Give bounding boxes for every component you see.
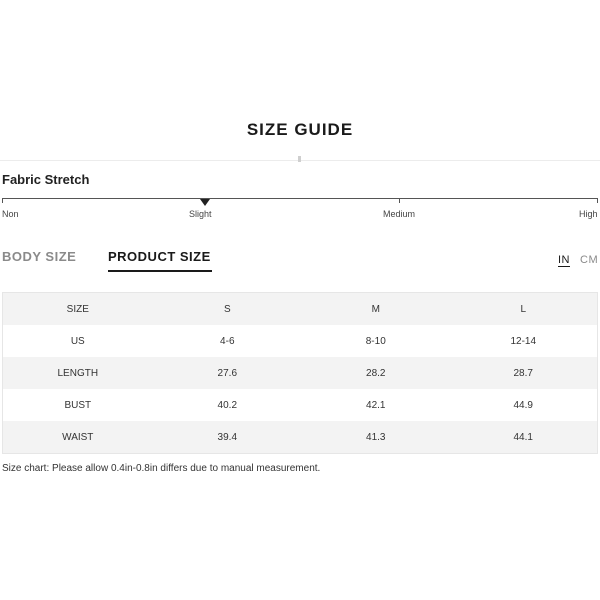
stretch-tick-non	[2, 198, 3, 203]
table-cell: US	[3, 325, 153, 357]
table-cell: BUST	[3, 389, 153, 421]
stretch-point-medium: Medium	[383, 209, 416, 219]
stretch-point-slight: Slight	[189, 209, 212, 219]
table-cell: WAIST	[3, 421, 153, 454]
table-cell: 4-6	[153, 325, 302, 357]
stretch-point-high: High	[579, 209, 598, 219]
size-chart-note: Size chart: Please allow 0.4in-0.8in differs due to manual measurement.	[2, 463, 321, 474]
fabric-stretch-label: Fabric Stretch	[2, 172, 90, 187]
table-row	[3, 357, 598, 389]
size-table	[2, 292, 598, 454]
table-cell: 12-14	[449, 325, 597, 357]
table-header-cell: SIZE	[3, 293, 153, 326]
title-divider-tick	[298, 156, 301, 162]
table-cell: 28.7	[449, 357, 597, 389]
active-tab-indicator	[108, 270, 212, 272]
table-header-cell: S	[153, 293, 302, 326]
tab-product-size[interactable]: PRODUCT SIZE	[108, 249, 211, 264]
table-header-cell: L	[449, 293, 597, 326]
table-row	[3, 325, 598, 357]
table-cell: 27.6	[153, 357, 302, 389]
stretch-tick-high	[597, 198, 598, 203]
table-row	[3, 421, 598, 454]
table-cell: 42.1	[302, 389, 449, 421]
table-cell: 44.9	[449, 389, 597, 421]
table-cell: 28.2	[302, 357, 449, 389]
table-cell: 44.1	[449, 421, 597, 454]
page-title: SIZE GUIDE	[246, 120, 354, 139]
stretch-tick-medium	[399, 198, 400, 203]
table-row	[3, 389, 598, 421]
stretch-point-non: Non	[2, 209, 19, 219]
stretch-selected-marker-icon	[200, 199, 210, 206]
tab-body-size[interactable]: BODY SIZE	[2, 249, 77, 264]
table-cell: 40.2	[153, 389, 302, 421]
unit-toggle-cm[interactable]: CM	[580, 254, 599, 266]
table-header-row	[3, 293, 598, 326]
unit-toggle-in[interactable]: IN	[558, 254, 570, 266]
table-header-cell: M	[302, 293, 449, 326]
table-cell: 41.3	[302, 421, 449, 454]
table-cell: 8-10	[302, 325, 449, 357]
fabric-stretch-scale	[2, 198, 598, 199]
table-cell: LENGTH	[3, 357, 153, 389]
table-cell: 39.4	[153, 421, 302, 454]
